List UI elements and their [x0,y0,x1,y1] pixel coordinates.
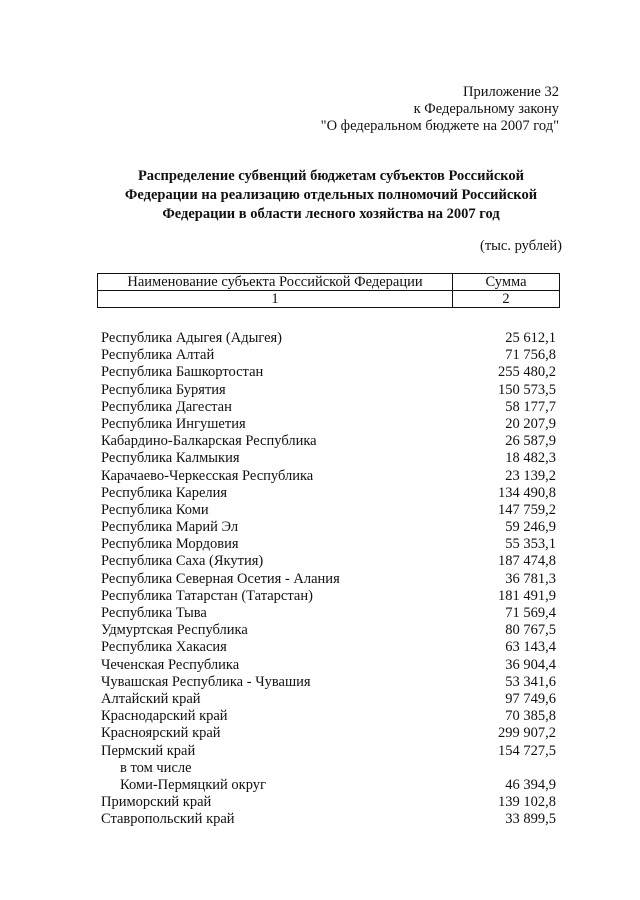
amount-value: 134 490,8 [498,484,556,501]
table-row [101,399,556,416]
amount-value: 33 899,5 [505,811,556,828]
amount-value: 181 491,9 [498,587,556,604]
amount-value: 71 756,8 [505,347,556,364]
table-row [101,364,556,381]
region-name: Кабардино-Балкарская Республика [101,433,317,450]
amount-value: 299 907,2 [498,725,556,742]
column-number-sum: 2 [453,291,560,308]
amount-value: 46 394,9 [505,776,556,793]
region-name: Республика Северная Осетия - Алания [101,570,340,587]
document-title [90,167,572,224]
region-name: Удмуртская Республика [101,622,248,639]
region-name: в том числе [120,759,192,776]
table-row [101,468,556,485]
title-line: Федерации в области лесного хозяйства на 2007 год [162,206,500,222]
amount-value: 59 246,9 [505,519,556,536]
units-label: (тыс. рублей) [480,238,562,254]
region-name: Чеченская Республика [101,656,240,673]
region-name: Краснодарский край [101,708,228,725]
region-name: Карачаево-Черкесская Республика [101,467,314,484]
table-row [101,725,556,742]
amount-value: 23 139,2 [505,467,556,484]
table-row [101,553,556,570]
table-row [101,571,556,588]
amount-value: 187 474,8 [498,553,556,570]
column-header-name: Наименование субъекта Российской Федерации [98,274,453,291]
amount-value: 147 759,2 [498,501,556,518]
region-name: Республика Саха (Якутия) [101,553,264,570]
table-row [101,743,556,760]
appendix-line: к Федеральному закону [413,101,559,117]
table-row [101,330,556,347]
table-row [101,416,556,433]
table-row [101,536,556,553]
table-row [101,347,556,364]
column-header-sum: Сумма [453,274,560,291]
title-line: Распределение субвенций бюджетам субъектов Российской [137,168,525,184]
amount-value: 58 177,7 [505,398,556,415]
region-name: Республика Татарстан (Татарстан) [101,587,313,604]
table-row [101,691,556,708]
table-row [101,622,556,639]
table-row [101,657,556,674]
region-name: Республика Ингушетия [101,415,246,432]
table-row [101,794,556,811]
table-row [101,605,556,622]
table-row [101,674,556,691]
amount-value: 71 569,4 [505,605,556,621]
column-number-name: 1 [98,291,453,308]
table-row [101,811,556,828]
region-name: Республика Карелия [101,484,228,501]
table-row [101,777,556,794]
amount-value: 97 749,6 [505,690,556,707]
amount-value: 20 207,9 [505,415,556,432]
table-row [101,588,556,605]
table-header [97,273,560,308]
region-name: Республика Хакасия [101,639,227,656]
region-name: Республика Адыгея (Адыгея) [101,330,283,346]
amount-value: 18 482,3 [505,450,556,467]
amount-value: 80 767,5 [505,622,556,639]
table-row [101,382,556,399]
amount-value: 53 341,6 [505,673,556,690]
region-name: Республика Мордовия [101,536,239,553]
amount-value: 55 353,1 [505,536,556,553]
table-row [101,450,556,467]
region-name: Красноярский край [101,725,221,742]
amount-value: 154 727,5 [498,742,556,759]
amount-value: 139 102,8 [498,794,556,811]
region-name: Ставропольский край [101,811,235,828]
table-row [101,502,556,519]
region-name: Республика Алтай [101,347,215,364]
region-name: Республика Башкортостан [101,364,264,381]
table-row [101,485,556,502]
title-line: Федерации на реализацию отдельных полномочий Российской [124,187,538,203]
appendix-header [321,84,559,135]
region-name: Пермский край [101,742,196,759]
region-name: Республика Марий Эл [101,519,239,536]
amount-value: 25 612,1 [505,330,556,346]
amount-value: 26 587,9 [505,433,556,450]
amount-value: 36 904,4 [505,656,556,673]
region-name: Чувашская Республика - Чувашия [101,673,311,690]
region-name: Республика Калмыкия [101,450,240,467]
table-row [101,519,556,536]
appendix-line: Приложение 32 [463,84,559,100]
region-name: Приморский край [101,794,212,811]
region-name: Республика Бурятия [101,381,226,398]
region-name: Коми-Пермяцкий округ [120,776,266,793]
amount-value: 36 781,3 [505,570,556,587]
table-row [101,760,556,777]
amount-value: 255 480,2 [498,364,556,381]
amount-value: 70 385,8 [505,708,556,725]
amount-value: 150 573,5 [498,381,556,398]
table-body [101,330,556,828]
table-row [101,708,556,725]
appendix-line: "О федеральном бюджете на 2007 год" [320,118,559,134]
region-name: Республика Дагестан [101,398,232,415]
table-row [101,433,556,450]
amount-value: 63 143,4 [505,639,556,656]
region-name: Республика Тыва [101,605,207,621]
table-row [101,639,556,656]
region-name: Алтайский край [101,690,201,707]
region-name: Республика Коми [101,501,209,518]
